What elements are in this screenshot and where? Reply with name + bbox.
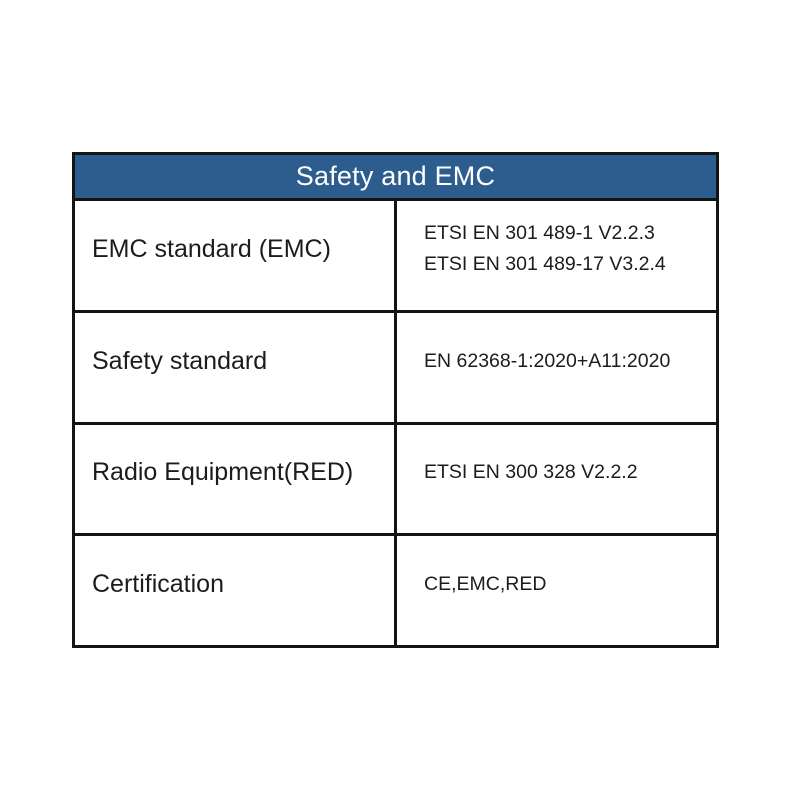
table-title: Safety and EMC	[74, 154, 718, 200]
row-value-safety-standard	[396, 311, 718, 423]
table-row-safety-standard	[74, 311, 718, 423]
table-row-certification	[74, 535, 718, 647]
table-header-row	[74, 154, 718, 200]
row-value-certification	[396, 535, 718, 647]
safety-emc-spec-table	[72, 152, 719, 648]
row-label-safety-standard: Safety standard	[74, 311, 396, 423]
row-value-line: ETSI EN 301 489-17 V3.2.4	[424, 253, 666, 276]
table-row-radio-equipment	[74, 423, 718, 535]
row-value-line: CE,EMC,RED	[424, 573, 547, 596]
row-label-certification: Certification	[74, 535, 396, 647]
row-value-line: ETSI EN 301 489-1 V2.2.3	[424, 222, 655, 245]
row-label-emc-standard: EMC standard (EMC)	[74, 200, 396, 312]
row-value-radio-equipment	[396, 423, 718, 535]
row-value-line: ETSI EN 300 328 V2.2.2	[424, 461, 638, 484]
table-row-emc-standard	[74, 200, 718, 312]
row-value-emc-standard	[396, 200, 718, 312]
row-label-radio-equipment: Radio Equipment(RED)	[74, 423, 396, 535]
row-value-line: EN 62368-1:2020+A11:2020	[424, 349, 671, 372]
